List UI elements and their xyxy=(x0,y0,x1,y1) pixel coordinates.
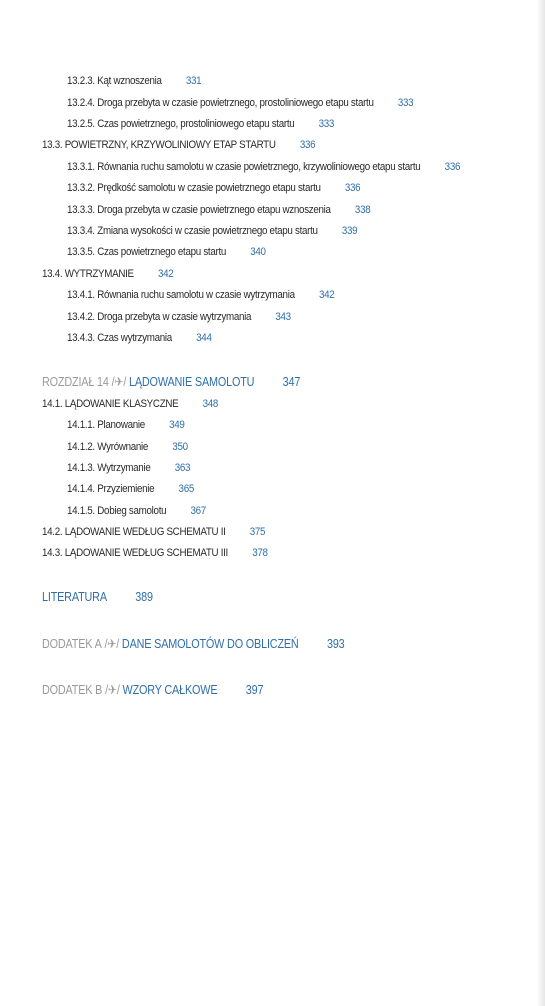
toc-entry-text: 14.1.4. Przyziemienie xyxy=(67,483,155,495)
toc-entry-page: 365 xyxy=(178,483,194,495)
toc-entry-page: 378 xyxy=(252,547,268,559)
literatura-heading xyxy=(42,590,153,604)
toc-entry-14-1 xyxy=(42,397,218,411)
page-edge-shadow xyxy=(537,0,545,1006)
toc-entry-14-1-5 xyxy=(67,504,206,518)
toc-entry-14-1-3 xyxy=(67,461,190,475)
toc-entry-13-4-3 xyxy=(67,331,212,345)
chapter-prefix: ROZDZIAŁ 14 xyxy=(42,375,109,389)
toc-entry-13-3 xyxy=(42,138,315,152)
appendix-a-heading xyxy=(42,637,345,651)
toc-entry-page: 350 xyxy=(172,441,188,453)
toc-entry-page: 336 xyxy=(344,182,361,194)
toc-entry-page: 344 xyxy=(196,332,212,344)
toc-entry-page: 397 xyxy=(245,683,264,697)
chapter-title: DANE SAMOLOTÓW DO OBLICZEŃ xyxy=(121,637,299,651)
toc-entry-13-2-5 xyxy=(67,117,334,131)
toc-entry-text: 13.2.4. Droga przebyta w czasie powietrznego, prostoliniowego etapu startu xyxy=(67,97,374,109)
toc-entry-text: 14.1.2. Wyrównanie xyxy=(67,441,149,453)
toc-entry-text: 14.2. LĄDOWANIE WEDŁUG SCHEMATU II xyxy=(42,526,226,538)
toc-entry-page: 336 xyxy=(444,161,461,173)
toc-entry-page: 331 xyxy=(185,75,202,87)
toc-entry-text: 13.3.4. Zmiana wysokości w czasie powietrznego etapu startu xyxy=(67,225,318,237)
toc-entry-page: 343 xyxy=(275,311,291,323)
toc-entry-page: 349 xyxy=(169,419,185,431)
toc-entry-text: 13.4.3. Czas wytrzymania xyxy=(67,332,172,344)
toc-entry-page: 375 xyxy=(249,526,266,538)
toc-entry-text: 13.3.3. Droga przebyta w czasie powietrznego etapu wznoszenia xyxy=(67,204,331,216)
toc-entry-page: 342 xyxy=(318,289,335,301)
toc-entry-text: 14.1. LĄDOWANIE KLASYCZNE xyxy=(42,398,179,410)
toc-entry-page: 336 xyxy=(299,139,316,151)
airplane-icon: /✈/ xyxy=(111,375,127,389)
toc-entry-text: 14.1.5. Dobieg samolotu xyxy=(67,505,167,517)
toc-entry-text: 13.2.5. Czas powietrznego, prostoliniowego etapu startu xyxy=(67,118,295,130)
toc-entry-page: 339 xyxy=(341,225,358,237)
toc-entry-text: 13.3.2. Prędkość samolotu w czasie powietrznego etapu startu xyxy=(67,182,321,194)
toc-entry-13-2-4 xyxy=(67,96,413,110)
toc-entry-13-2-3 xyxy=(67,74,201,88)
toc-entry-14-1-4 xyxy=(67,482,194,496)
toc-entry-text: 14.1.3. Wytrzymanie xyxy=(67,462,151,474)
toc-entry-page: 338 xyxy=(354,204,371,216)
chapter-title: LĄDOWANIE SAMOLOTU xyxy=(129,375,255,389)
toc-entry-13-4 xyxy=(42,267,173,281)
appendix-prefix: DODATEK A xyxy=(42,637,102,651)
toc-entry-14-2 xyxy=(42,525,265,539)
toc-entry-13-3-4 xyxy=(67,224,357,238)
airplane-icon: /✈/ xyxy=(104,637,120,651)
toc-entry-text: 13.4. WYTRZYMANIE xyxy=(42,268,134,280)
toc-entry-14-3 xyxy=(42,546,268,560)
toc-entry-13-3-2 xyxy=(67,181,360,195)
toc-entry-page: 348 xyxy=(202,398,219,410)
toc-entry-page: 333 xyxy=(318,118,335,130)
toc-entry-14-1-2 xyxy=(67,440,188,454)
toc-entry-text: 13.3. POWIETRZNY, KRZYWOLINIOWY ETAP STARTU xyxy=(42,139,276,151)
appendix-b-heading xyxy=(42,683,263,697)
toc-entry-text: 14.3. LĄDOWANIE WEDŁUG SCHEMATU III xyxy=(42,547,228,559)
toc-entry-page: 389 xyxy=(135,590,153,604)
chapter-title: WZORY CAŁKOWE xyxy=(122,683,218,697)
toc-entry-13-3-3 xyxy=(67,203,370,217)
appendix-prefix: DODATEK B xyxy=(42,683,103,697)
toc-entry-page: 363 xyxy=(174,462,191,474)
toc-entry-text: 13.4.1. Równania ruchu samolotu w czasie wytrzymania xyxy=(67,289,295,301)
toc-entry-text: 13.2.3. Kąt wznoszenia xyxy=(67,75,162,87)
toc-entry-page: 342 xyxy=(157,268,174,280)
chapter-14-heading xyxy=(42,375,300,389)
toc-entry-page: 333 xyxy=(397,97,414,109)
toc-entry-13-4-2 xyxy=(67,310,291,324)
toc-entry-page: 347 xyxy=(282,375,301,389)
toc-entry-text: 13.3.1. Równania ruchu samolotu w czasie powietrznego, krzywoliniowego etapu startu xyxy=(67,161,421,173)
chapter-title: LITERATURA xyxy=(42,590,107,604)
toc-entry-text: 14.1.1. Planowanie xyxy=(67,419,145,431)
toc-entry-14-1-1 xyxy=(67,418,185,432)
airplane-icon: /✈/ xyxy=(105,683,120,697)
toc-entry-text: 13.4.2. Droga przebyta w czasie wytrzymania xyxy=(67,311,252,323)
toc-entry-page: 340 xyxy=(250,246,266,258)
toc-entry-13-4-1 xyxy=(67,288,334,302)
toc-entry-page: 393 xyxy=(326,637,345,651)
toc-entry-13-3-1 xyxy=(67,160,460,174)
toc-entry-text: 13.3.5. Czas powietrznego etapu startu xyxy=(67,246,227,258)
toc-entry-page: 367 xyxy=(190,505,206,517)
toc-entry-13-3-5 xyxy=(67,245,266,259)
